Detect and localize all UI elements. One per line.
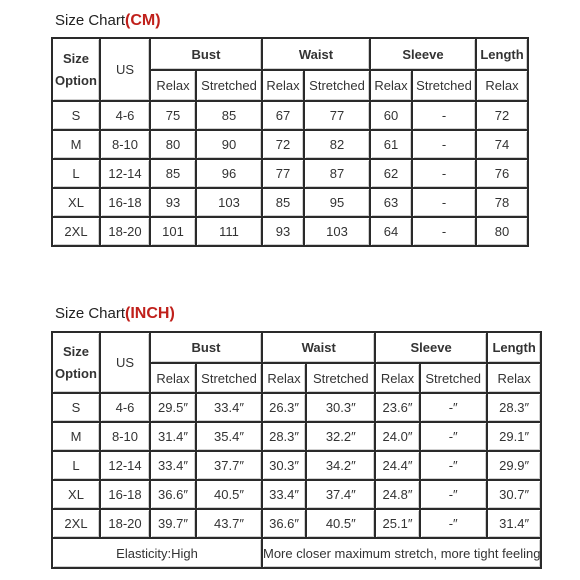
us-cell: 8-10	[101, 423, 151, 452]
size-cell: S	[53, 102, 101, 131]
length-cell: 72	[477, 102, 529, 131]
bust-relax-cell: 75	[151, 102, 197, 131]
inch-title-unit: (INCH)	[125, 305, 175, 322]
waist-stretched-cell: 87	[305, 160, 371, 189]
size-option-header: Size Option	[53, 39, 101, 102]
table-row	[53, 394, 542, 423]
bust-relax-header: Relax	[151, 364, 197, 394]
bust-relax-cell: 93	[151, 189, 197, 218]
inch-chart-title	[55, 305, 175, 323]
waist-relax-cell: 67	[263, 102, 305, 131]
bust-relax-cell: 36.6″	[151, 481, 197, 510]
us-header: US	[101, 39, 151, 102]
us-cell: 18-20	[101, 218, 151, 247]
length-cell: 76	[477, 160, 529, 189]
bust-stretched-cell: 40.5″	[197, 481, 263, 510]
length-cell: 80	[477, 218, 529, 247]
sleeve-stretched-cell: -″	[421, 423, 488, 452]
us-cell: 12-14	[101, 452, 151, 481]
length-cell: 78	[477, 189, 529, 218]
waist-relax-cell: 33.4″	[263, 481, 307, 510]
waist-relax-cell: 93	[263, 218, 305, 247]
waist-stretched-cell: 95	[305, 189, 371, 218]
waist-stretched-cell: 40.5″	[307, 510, 376, 539]
sleeve-stretched-header: Stretched	[413, 71, 477, 102]
length-cell: 74	[477, 131, 529, 160]
length-relax-header: Relax	[488, 364, 543, 394]
sleeve-relax-cell: 62	[371, 160, 413, 189]
size-cell: L	[53, 452, 101, 481]
bust-relax-cell: 80	[151, 131, 197, 160]
sleeve-header: Sleeve	[371, 39, 477, 71]
table-row	[53, 510, 542, 539]
waist-relax-cell: 30.3″	[263, 452, 307, 481]
table-row	[53, 160, 529, 189]
bust-stretched-cell: 35.4″	[197, 423, 263, 452]
us-cell: 16-18	[101, 481, 151, 510]
bust-relax-cell: 33.4″	[151, 452, 197, 481]
waist-relax-cell: 26.3″	[263, 394, 307, 423]
waist-relax-cell: 28.3″	[263, 423, 307, 452]
table-row	[53, 423, 542, 452]
length-cell: 29.1″	[488, 423, 543, 452]
size-cell: 2XL	[53, 218, 101, 247]
us-cell: 4-6	[101, 102, 151, 131]
waist-stretched-header: Stretched	[305, 71, 371, 102]
sleeve-relax-cell: 23.6″	[376, 394, 420, 423]
size-cell: XL	[53, 481, 101, 510]
sleeve-stretched-header: Stretched	[421, 364, 488, 394]
waist-header: Waist	[263, 333, 376, 364]
us-cell: 16-18	[101, 189, 151, 218]
length-cell: 29.9″	[488, 452, 543, 481]
sleeve-stretched-cell: -	[413, 160, 477, 189]
bust-stretched-header: Stretched	[197, 364, 263, 394]
table-row	[53, 452, 542, 481]
waist-relax-cell: 72	[263, 131, 305, 160]
bust-relax-cell: 101	[151, 218, 197, 247]
bust-stretched-cell: 103	[197, 189, 263, 218]
sleeve-relax-cell: 24.8″	[376, 481, 420, 510]
waist-header: Waist	[263, 39, 371, 71]
length-cell: 28.3″	[488, 394, 543, 423]
table-row	[53, 189, 529, 218]
sleeve-relax-cell: 63	[371, 189, 413, 218]
size-cell: 2XL	[53, 510, 101, 539]
sleeve-stretched-cell: -″	[421, 481, 488, 510]
bust-relax-header: Relax	[151, 71, 197, 102]
size-cell: S	[53, 394, 101, 423]
length-header: Length	[488, 333, 543, 364]
sleeve-stretched-cell: -	[413, 218, 477, 247]
bust-relax-cell: 29.5″	[151, 394, 197, 423]
bust-stretched-cell: 37.7″	[197, 452, 263, 481]
bust-header: Bust	[151, 333, 263, 364]
size-option-header: Size Option	[53, 333, 101, 394]
size-cell: L	[53, 160, 101, 189]
us-cell: 18-20	[101, 510, 151, 539]
bust-relax-cell: 39.7″	[151, 510, 197, 539]
cm-chart-title	[55, 12, 161, 30]
waist-stretched-cell: 32.2″	[307, 423, 376, 452]
us-header: US	[101, 333, 151, 394]
sleeve-relax-cell: 24.4″	[376, 452, 420, 481]
table-row	[53, 131, 529, 160]
cm-title-unit: (CM)	[125, 12, 161, 29]
length-header: Length	[477, 39, 529, 71]
sleeve-stretched-cell: -″	[421, 394, 488, 423]
size-cell: M	[53, 423, 101, 452]
sleeve-stretched-cell: -	[413, 102, 477, 131]
bust-stretched-header: Stretched	[197, 71, 263, 102]
waist-relax-header: Relax	[263, 364, 307, 394]
waist-relax-header: Relax	[263, 71, 305, 102]
us-cell: 8-10	[101, 131, 151, 160]
elasticity-note: More closer maximum stretch, more tight feeling	[263, 539, 542, 569]
waist-stretched-cell: 30.3″	[307, 394, 376, 423]
sleeve-stretched-cell: -	[413, 189, 477, 218]
waist-stretched-cell: 77	[305, 102, 371, 131]
waist-stretched-cell: 103	[305, 218, 371, 247]
length-cell: 31.4″	[488, 510, 543, 539]
length-cell: 30.7″	[488, 481, 543, 510]
sleeve-relax-header: Relax	[371, 71, 413, 102]
sleeve-header: Sleeve	[376, 333, 487, 364]
waist-relax-cell: 36.6″	[263, 510, 307, 539]
sleeve-stretched-cell: -	[413, 131, 477, 160]
waist-stretched-cell: 34.2″	[307, 452, 376, 481]
waist-stretched-cell: 37.4″	[307, 481, 376, 510]
sleeve-stretched-cell: -″	[421, 510, 488, 539]
cm-title-text: Size Chart	[55, 12, 126, 29]
waist-stretched-cell: 82	[305, 131, 371, 160]
us-cell: 12-14	[101, 160, 151, 189]
bust-stretched-cell: 85	[197, 102, 263, 131]
sleeve-relax-cell: 60	[371, 102, 413, 131]
sleeve-relax-header: Relax	[376, 364, 420, 394]
sleeve-stretched-cell: -″	[421, 452, 488, 481]
bust-stretched-cell: 111	[197, 218, 263, 247]
length-relax-header: Relax	[477, 71, 529, 102]
elasticity-label: Elasticity:High	[53, 539, 263, 569]
bust-stretched-cell: 43.7″	[197, 510, 263, 539]
table-row	[53, 218, 529, 247]
bust-relax-cell: 85	[151, 160, 197, 189]
inch-size-table	[51, 331, 542, 569]
us-cell: 4-6	[101, 394, 151, 423]
sleeve-relax-cell: 64	[371, 218, 413, 247]
bust-stretched-cell: 96	[197, 160, 263, 189]
cm-size-table	[51, 37, 529, 247]
bust-stretched-cell: 90	[197, 131, 263, 160]
inch-title-text: Size Chart	[55, 305, 126, 322]
bust-header: Bust	[151, 39, 263, 71]
table-row	[53, 102, 529, 131]
waist-stretched-header: Stretched	[307, 364, 376, 394]
sleeve-relax-cell: 25.1″	[376, 510, 420, 539]
waist-relax-cell: 85	[263, 189, 305, 218]
sleeve-relax-cell: 24.0″	[376, 423, 420, 452]
sleeve-relax-cell: 61	[371, 131, 413, 160]
size-cell: XL	[53, 189, 101, 218]
waist-relax-cell: 77	[263, 160, 305, 189]
size-cell: M	[53, 131, 101, 160]
bust-stretched-cell: 33.4″	[197, 394, 263, 423]
table-row	[53, 481, 542, 510]
bust-relax-cell: 31.4″	[151, 423, 197, 452]
